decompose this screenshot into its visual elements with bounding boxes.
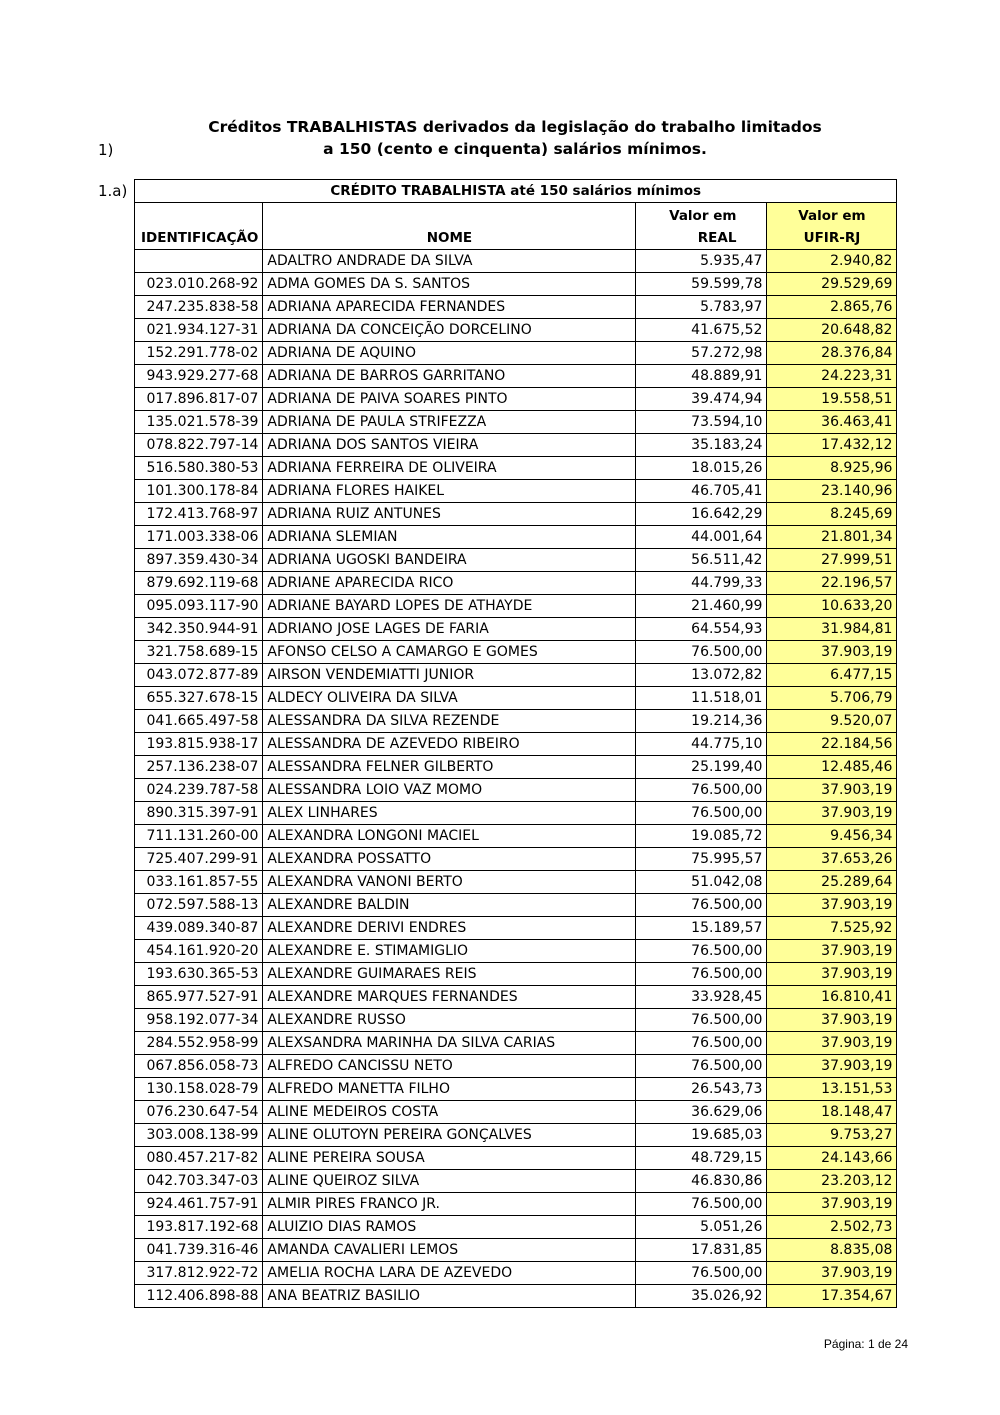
cell-nome: ALESSANDRA DE AZEVEDO RIBEIRO	[263, 733, 636, 756]
cell-identificacao: 317.812.922-72	[135, 1262, 263, 1285]
table-row	[135, 733, 897, 756]
cell-valor-real: 76.500,00	[636, 1055, 767, 1078]
cell-identificacao: 725.407.299-91	[135, 848, 263, 871]
cell-nome: ALEX LINHARES	[263, 802, 636, 825]
cell-identificacao: 193.815.938-17	[135, 733, 263, 756]
cell-valor-real: 5.783,97	[636, 296, 767, 319]
cell-identificacao: 711.131.260-00	[135, 825, 263, 848]
cell-identificacao: 303.008.138-99	[135, 1124, 263, 1147]
cell-nome: AFONSO CELSO A CAMARGO E GOMES	[263, 641, 636, 664]
cell-valor-ufir: 8.245,69	[767, 503, 897, 526]
cell-valor-real: 73.594,10	[636, 411, 767, 434]
cell-identificacao: 041.665.497-58	[135, 710, 263, 733]
cell-nome: ALINE QUEIROZ SILVA	[263, 1170, 636, 1193]
cell-identificacao: 078.822.797-14	[135, 434, 263, 457]
table-row	[135, 595, 897, 618]
cell-valor-real: 13.072,82	[636, 664, 767, 687]
table-row	[135, 986, 897, 1009]
table-caption-row	[135, 180, 897, 203]
cell-valor-ufir: 37.903,19	[767, 963, 897, 986]
cell-valor-real: 59.599,78	[636, 273, 767, 296]
cell-valor-ufir: 37.903,19	[767, 940, 897, 963]
table-row	[135, 296, 897, 319]
cell-valor-real: 19.685,03	[636, 1124, 767, 1147]
cell-valor-ufir: 27.999,51	[767, 549, 897, 572]
cell-valor-ufir: 37.903,19	[767, 1262, 897, 1285]
cell-nome: ALESSANDRA DA SILVA REZENDE	[263, 710, 636, 733]
column-header-identificacao: IDENTIFICAÇÃO	[135, 203, 263, 250]
cell-valor-real: 76.500,00	[636, 641, 767, 664]
cell-identificacao: 042.703.347-03	[135, 1170, 263, 1193]
table-row	[135, 434, 897, 457]
table-row	[135, 319, 897, 342]
cell-valor-ufir: 28.376,84	[767, 342, 897, 365]
cell-valor-real: 51.042,08	[636, 871, 767, 894]
table-row	[135, 710, 897, 733]
cell-valor-ufir: 37.903,19	[767, 1055, 897, 1078]
cell-nome: ALINE OLUTOYN PEREIRA GONÇALVES	[263, 1124, 636, 1147]
cell-nome: ALINE PEREIRA SOUSA	[263, 1147, 636, 1170]
cell-nome: ALESSANDRA LOIO VAZ MOMO	[263, 779, 636, 802]
table-row	[135, 1216, 897, 1239]
cell-identificacao: 072.597.588-13	[135, 894, 263, 917]
cell-identificacao: 024.239.787-58	[135, 779, 263, 802]
cell-nome: ALMIR PIRES FRANCO JR.	[263, 1193, 636, 1216]
cell-identificacao: 193.817.192-68	[135, 1216, 263, 1239]
cell-valor-ufir: 24.143,66	[767, 1147, 897, 1170]
cell-identificacao: 112.406.898-88	[135, 1285, 263, 1308]
cell-identificacao: 879.692.119-68	[135, 572, 263, 595]
cell-identificacao: 257.136.238-07	[135, 756, 263, 779]
cell-valor-ufir: 22.184,56	[767, 733, 897, 756]
cell-valor-real: 75.995,57	[636, 848, 767, 871]
cell-valor-real: 57.272,98	[636, 342, 767, 365]
table-row	[135, 871, 897, 894]
cell-identificacao: 130.158.028-79	[135, 1078, 263, 1101]
cell-nome: ALINE MEDEIROS COSTA	[263, 1101, 636, 1124]
table-row	[135, 365, 897, 388]
cell-nome: ADRIANO JOSE LAGES DE FARIA	[263, 618, 636, 641]
cell-nome: ALEXANDRA VANONI BERTO	[263, 871, 636, 894]
table-row	[135, 457, 897, 480]
cell-valor-real: 19.085,72	[636, 825, 767, 848]
column-header-nome: NOME	[263, 203, 636, 250]
cell-identificacao: 284.552.958-99	[135, 1032, 263, 1055]
cell-valor-real: 76.500,00	[636, 1193, 767, 1216]
table-row	[135, 1078, 897, 1101]
title-line-1: Créditos TRABALHISTAS derivados da legislação do trabalho limitados	[208, 118, 822, 136]
cell-valor-ufir: 21.801,34	[767, 526, 897, 549]
cell-valor-ufir: 37.903,19	[767, 641, 897, 664]
cell-valor-ufir: 16.810,41	[767, 986, 897, 1009]
cell-valor-ufir: 9.753,27	[767, 1124, 897, 1147]
cell-valor-ufir: 37.903,19	[767, 1193, 897, 1216]
cell-valor-real: 76.500,00	[636, 779, 767, 802]
cell-identificacao: 043.072.877-89	[135, 664, 263, 687]
cell-valor-ufir: 37.903,19	[767, 1009, 897, 1032]
cell-valor-real: 18.015,26	[636, 457, 767, 480]
table-row	[135, 1239, 897, 1262]
cell-valor-ufir: 31.984,81	[767, 618, 897, 641]
cell-nome: ADALTRO ANDRADE DA SILVA	[263, 250, 636, 273]
cell-nome: ALEXANDRE MARQUES FERNANDES	[263, 986, 636, 1009]
table-caption: CRÉDITO TRABALHISTA até 150 salários mínimos	[135, 180, 897, 203]
table-row	[135, 1170, 897, 1193]
table-row	[135, 342, 897, 365]
cell-valor-ufir: 25.289,64	[767, 871, 897, 894]
cell-nome: ADRIANA DE AQUINO	[263, 342, 636, 365]
cell-valor-ufir: 19.558,51	[767, 388, 897, 411]
cell-nome: ADRIANA DA CONCEIÇÃO DORCELINO	[263, 319, 636, 342]
table-row	[135, 802, 897, 825]
cell-identificacao: 101.300.178-84	[135, 480, 263, 503]
cell-valor-real: 36.629,06	[636, 1101, 767, 1124]
cell-valor-ufir: 12.485,46	[767, 756, 897, 779]
cell-valor-ufir: 23.203,12	[767, 1170, 897, 1193]
section-number: 1)	[98, 141, 114, 159]
cell-valor-ufir: 8.835,08	[767, 1239, 897, 1262]
cell-valor-real: 21.460,99	[636, 595, 767, 618]
cell-identificacao: 095.093.117-90	[135, 595, 263, 618]
cell-identificacao: 171.003.338-06	[135, 526, 263, 549]
cell-nome: ADRIANE APARECIDA RICO	[263, 572, 636, 595]
cell-valor-real: 44.001,64	[636, 526, 767, 549]
column-header-valor-real-line1: Valor em	[669, 208, 737, 224]
cell-valor-ufir: 20.648,82	[767, 319, 897, 342]
cell-nome: ADRIANA FERREIRA DE OLIVEIRA	[263, 457, 636, 480]
cell-valor-ufir: 36.463,41	[767, 411, 897, 434]
cell-valor-real: 19.214,36	[636, 710, 767, 733]
credit-table	[134, 179, 897, 1308]
cell-valor-ufir: 18.148,47	[767, 1101, 897, 1124]
cell-valor-ufir: 7.525,92	[767, 917, 897, 940]
table-row	[135, 687, 897, 710]
cell-identificacao: 080.457.217-82	[135, 1147, 263, 1170]
cell-valor-ufir: 17.432,12	[767, 434, 897, 457]
table-header-row	[135, 203, 897, 250]
cell-identificacao: 890.315.397-91	[135, 802, 263, 825]
title-line-2: a 150 (cento e cinquenta) salários mínimos.	[323, 140, 707, 158]
cell-nome: ADRIANA APARECIDA FERNANDES	[263, 296, 636, 319]
cell-identificacao: 172.413.768-97	[135, 503, 263, 526]
table-row	[135, 1262, 897, 1285]
cell-valor-real: 76.500,00	[636, 802, 767, 825]
cell-valor-ufir: 6.477,15	[767, 664, 897, 687]
table-row	[135, 664, 897, 687]
cell-identificacao: 247.235.838-58	[135, 296, 263, 319]
cell-valor-real: 5.935,47	[636, 250, 767, 273]
cell-valor-real: 46.830,86	[636, 1170, 767, 1193]
cell-identificacao: 897.359.430-34	[135, 549, 263, 572]
cell-valor-real: 11.518,01	[636, 687, 767, 710]
cell-valor-real: 16.642,29	[636, 503, 767, 526]
cell-valor-ufir: 2.865,76	[767, 296, 897, 319]
cell-valor-ufir: 8.925,96	[767, 457, 897, 480]
cell-valor-ufir: 37.903,19	[767, 779, 897, 802]
cell-identificacao: 135.021.578-39	[135, 411, 263, 434]
cell-valor-real: 5.051,26	[636, 1216, 767, 1239]
cell-valor-real: 76.500,00	[636, 963, 767, 986]
cell-valor-ufir: 9.520,07	[767, 710, 897, 733]
cell-nome: ALFREDO MANETTA FILHO	[263, 1078, 636, 1101]
table-row	[135, 618, 897, 641]
cell-nome: ADMA GOMES DA S. SANTOS	[263, 273, 636, 296]
page-number: Página: 1 de 24	[823, 1337, 908, 1351]
cell-nome: AIRSON VENDEMIATTI JUNIOR	[263, 664, 636, 687]
table-row	[135, 940, 897, 963]
cell-valor-ufir: 2.940,82	[767, 250, 897, 273]
cell-valor-ufir: 24.223,31	[767, 365, 897, 388]
cell-valor-ufir: 2.502,73	[767, 1216, 897, 1239]
cell-identificacao: 076.230.647-54	[135, 1101, 263, 1124]
cell-nome: ALEXSANDRA MARINHA DA SILVA CARIAS	[263, 1032, 636, 1055]
cell-identificacao: 023.010.268-92	[135, 273, 263, 296]
table-row	[135, 273, 897, 296]
table-row	[135, 549, 897, 572]
subsection-number: 1.a)	[98, 182, 128, 200]
table-row	[135, 250, 897, 273]
table-row	[135, 1101, 897, 1124]
column-header-valor-ufir-line1: Valor em	[798, 208, 866, 224]
table-row	[135, 825, 897, 848]
cell-identificacao	[135, 250, 263, 273]
cell-valor-real: 33.928,45	[636, 986, 767, 1009]
cell-nome: ALDECY OLIVEIRA DA SILVA	[263, 687, 636, 710]
cell-valor-ufir: 23.140,96	[767, 480, 897, 503]
cell-nome: ALEXANDRA LONGONI MACIEL	[263, 825, 636, 848]
table-row	[135, 572, 897, 595]
cell-valor-real: 48.889,91	[636, 365, 767, 388]
cell-valor-real: 26.543,73	[636, 1078, 767, 1101]
cell-valor-ufir: 29.529,69	[767, 273, 897, 296]
table-row	[135, 917, 897, 940]
cell-nome: ADRIANA SLEMIAN	[263, 526, 636, 549]
cell-valor-real: 76.500,00	[636, 940, 767, 963]
table-row	[135, 1009, 897, 1032]
table-row	[135, 411, 897, 434]
cell-identificacao: 454.161.920-20	[135, 940, 263, 963]
cell-nome: ADRIANA FLORES HAIKEL	[263, 480, 636, 503]
cell-valor-ufir: 37.903,19	[767, 894, 897, 917]
cell-valor-real: 35.026,92	[636, 1285, 767, 1308]
cell-nome: ALEXANDRE BALDIN	[263, 894, 636, 917]
cell-valor-real: 76.500,00	[636, 1262, 767, 1285]
cell-valor-real: 35.183,24	[636, 434, 767, 457]
cell-valor-real: 39.474,94	[636, 388, 767, 411]
cell-valor-real: 41.675,52	[636, 319, 767, 342]
column-header-valor-real-line2: REAL	[697, 230, 737, 246]
cell-nome: ALEXANDRE RUSSO	[263, 1009, 636, 1032]
cell-valor-real: 17.831,85	[636, 1239, 767, 1262]
cell-valor-ufir: 9.456,34	[767, 825, 897, 848]
cell-identificacao: 655.327.678-15	[135, 687, 263, 710]
cell-identificacao: 152.291.778-02	[135, 342, 263, 365]
table-row	[135, 779, 897, 802]
cell-nome: ADRIANA UGOSKI BANDEIRA	[263, 549, 636, 572]
cell-nome: ALEXANDRE DERIVI ENDRES	[263, 917, 636, 940]
cell-identificacao: 865.977.527-91	[135, 986, 263, 1009]
table-row	[135, 503, 897, 526]
cell-valor-real: 76.500,00	[636, 894, 767, 917]
table-row	[135, 1055, 897, 1078]
cell-valor-ufir: 10.633,20	[767, 595, 897, 618]
cell-nome: ANA BEATRIZ BASILIO	[263, 1285, 636, 1308]
cell-valor-real: 44.775,10	[636, 733, 767, 756]
column-header-valor-ufir-line2: UFIR-RJ	[803, 230, 861, 246]
cell-nome: ALUIZIO DIAS RAMOS	[263, 1216, 636, 1239]
cell-nome: ADRIANA DE BARROS GARRITANO	[263, 365, 636, 388]
cell-valor-real: 15.189,57	[636, 917, 767, 940]
table-row	[135, 1147, 897, 1170]
cell-identificacao: 021.934.127-31	[135, 319, 263, 342]
cell-nome: ALEXANDRA POSSATTO	[263, 848, 636, 871]
cell-valor-ufir: 37.903,19	[767, 1032, 897, 1055]
cell-identificacao: 516.580.380-53	[135, 457, 263, 480]
cell-nome: ADRIANA DE PAULA STRIFEZZA	[263, 411, 636, 434]
table-row	[135, 1285, 897, 1308]
cell-identificacao: 439.089.340-87	[135, 917, 263, 940]
cell-valor-real: 76.500,00	[636, 1032, 767, 1055]
table-row	[135, 756, 897, 779]
cell-valor-ufir: 37.903,19	[767, 802, 897, 825]
cell-identificacao: 033.161.857-55	[135, 871, 263, 894]
cell-nome: ADRIANA RUIZ ANTUNES	[263, 503, 636, 526]
table-row	[135, 388, 897, 411]
cell-valor-real: 25.199,40	[636, 756, 767, 779]
cell-valor-ufir: 22.196,57	[767, 572, 897, 595]
cell-valor-real: 44.799,33	[636, 572, 767, 595]
cell-identificacao: 067.856.058-73	[135, 1055, 263, 1078]
cell-valor-ufir: 5.706,79	[767, 687, 897, 710]
column-header-valor-real	[636, 203, 767, 250]
table-row	[135, 1193, 897, 1216]
cell-nome: AMELIA ROCHA LARA DE AZEVEDO	[263, 1262, 636, 1285]
table-row	[135, 848, 897, 871]
cell-nome: ADRIANE BAYARD LOPES DE ATHAYDE	[263, 595, 636, 618]
cell-valor-real: 56.511,42	[636, 549, 767, 572]
cell-identificacao: 342.350.944-91	[135, 618, 263, 641]
cell-nome: ALEXANDRE GUIMARAES REIS	[263, 963, 636, 986]
cell-identificacao: 943.929.277-68	[135, 365, 263, 388]
cell-nome: ALESSANDRA FELNER GILBERTO	[263, 756, 636, 779]
table-row	[135, 894, 897, 917]
table-row	[135, 526, 897, 549]
table-row	[135, 963, 897, 986]
cell-valor-ufir: 13.151,53	[767, 1078, 897, 1101]
cell-valor-real: 46.705,41	[636, 480, 767, 503]
cell-valor-real: 48.729,15	[636, 1147, 767, 1170]
cell-nome: ADRIANA DE PAIVA SOARES PINTO	[263, 388, 636, 411]
table-row	[135, 641, 897, 664]
table-row	[135, 480, 897, 503]
cell-nome: AMANDA CAVALIERI LEMOS	[263, 1239, 636, 1262]
column-header-valor-ufir	[767, 203, 897, 250]
table-row	[135, 1124, 897, 1147]
table-row	[135, 1032, 897, 1055]
cell-identificacao: 193.630.365-53	[135, 963, 263, 986]
cell-nome: ADRIANA DOS SANTOS VIEIRA	[263, 434, 636, 457]
cell-identificacao: 041.739.316-46	[135, 1239, 263, 1262]
cell-identificacao: 924.461.757-91	[135, 1193, 263, 1216]
cell-valor-real: 76.500,00	[636, 1009, 767, 1032]
cell-valor-real: 64.554,93	[636, 618, 767, 641]
cell-valor-ufir: 37.653,26	[767, 848, 897, 871]
cell-nome: ALEXANDRE E. STIMAMIGLIO	[263, 940, 636, 963]
cell-identificacao: 958.192.077-34	[135, 1009, 263, 1032]
cell-identificacao: 321.758.689-15	[135, 641, 263, 664]
cell-valor-ufir: 17.354,67	[767, 1285, 897, 1308]
cell-identificacao: 017.896.817-07	[135, 388, 263, 411]
cell-nome: ALFREDO CANCISSU NETO	[263, 1055, 636, 1078]
